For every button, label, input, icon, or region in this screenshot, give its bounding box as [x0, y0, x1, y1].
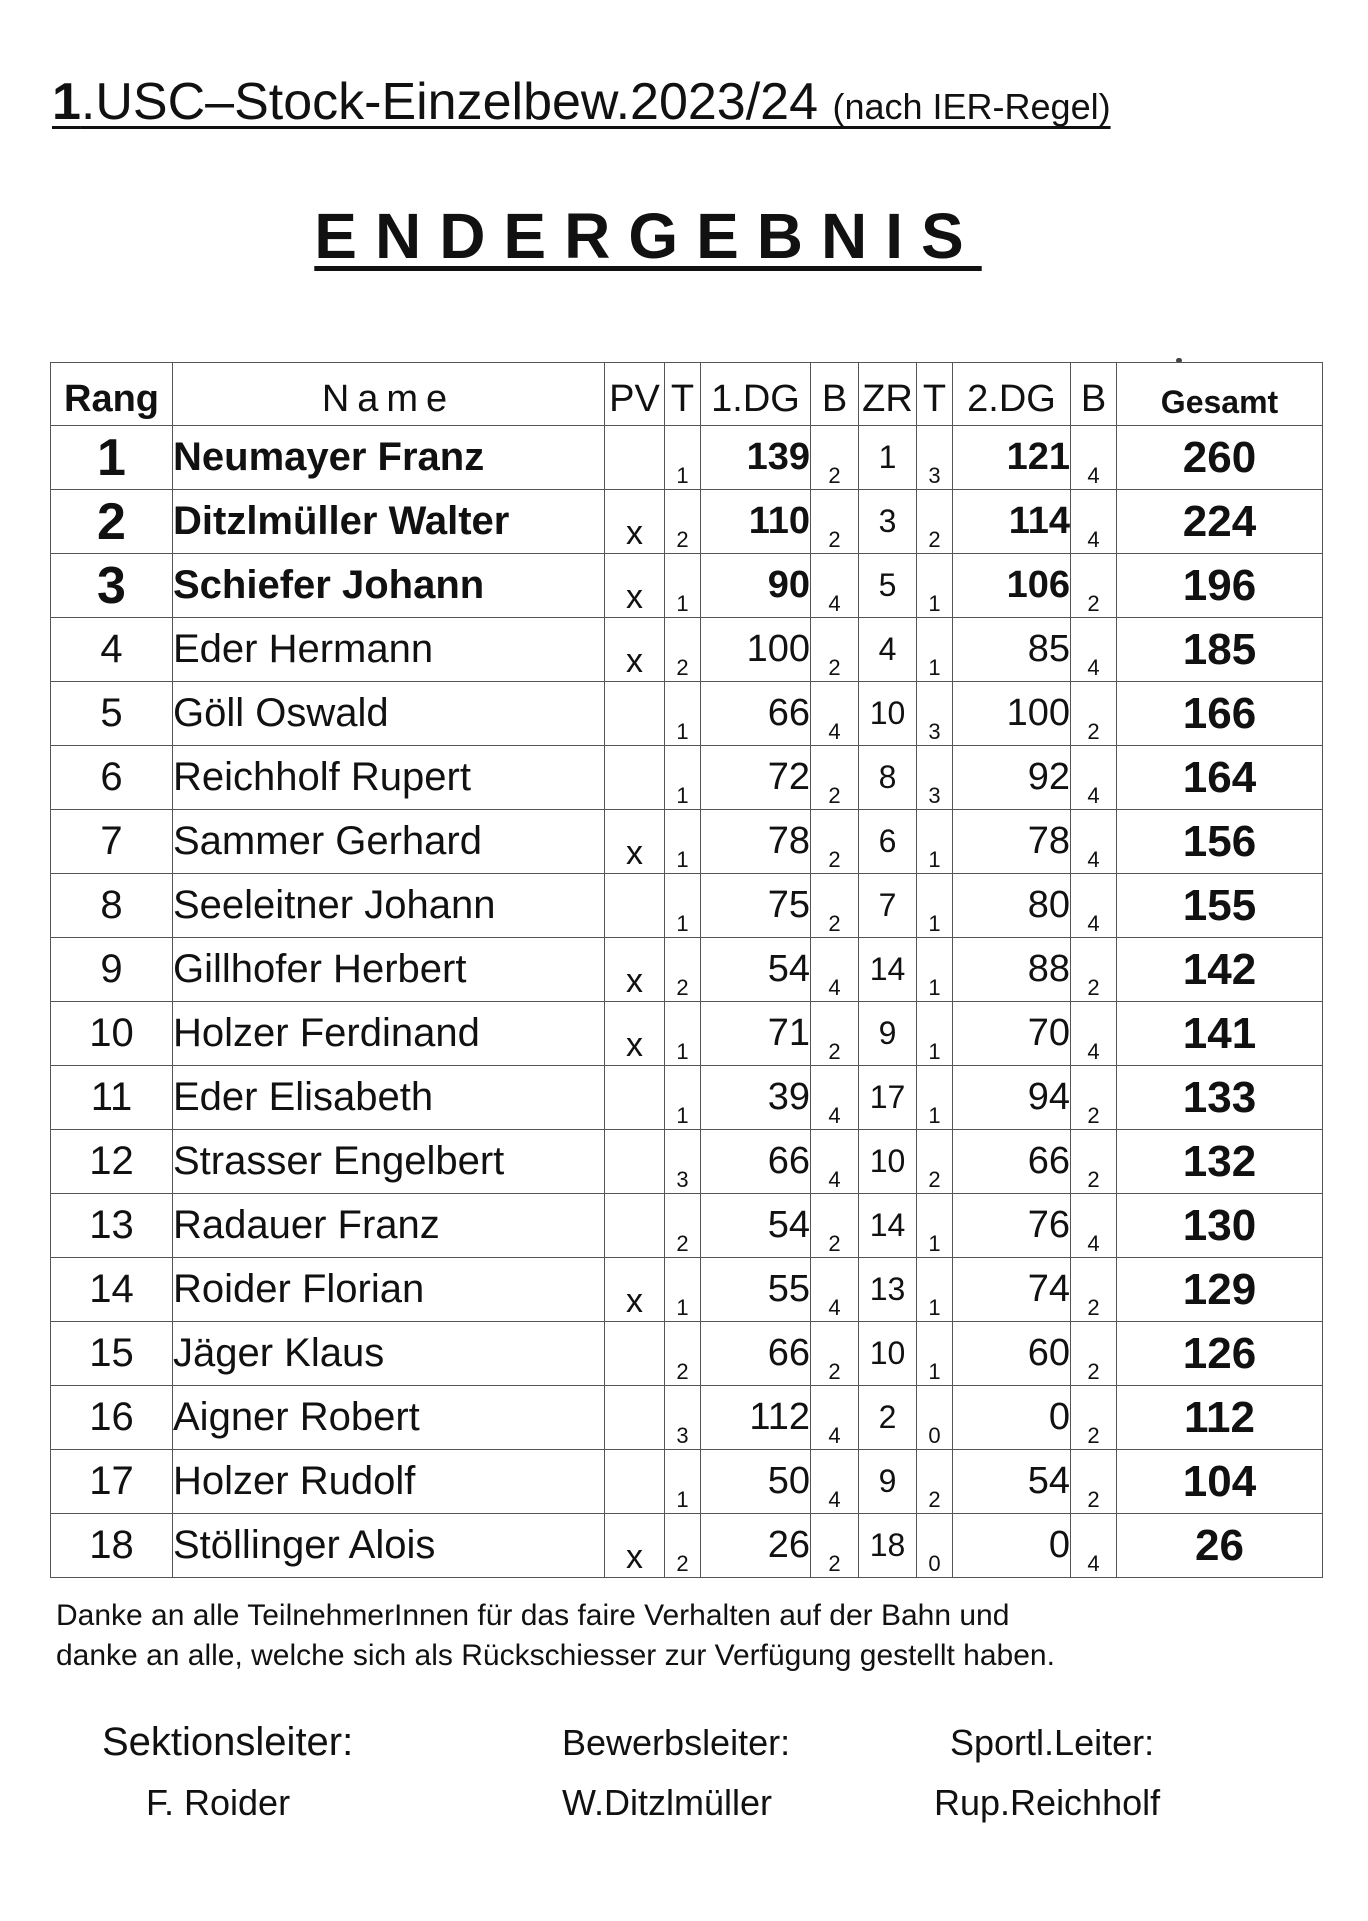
table-row: [51, 1322, 1323, 1386]
column-header-pv: PV: [605, 363, 665, 426]
column-header-zr: ZR: [859, 363, 917, 426]
dg1-cell: 78: [701, 810, 811, 874]
pv-cell: x: [605, 490, 665, 554]
t1-cell: 1: [665, 426, 701, 490]
pv-cell: [605, 1194, 665, 1258]
dg1-cell: 71: [701, 1002, 811, 1066]
b1-cell: 2: [811, 810, 859, 874]
gesamt-cell: 156: [1117, 810, 1323, 874]
b2-cell: 2: [1071, 1130, 1117, 1194]
dg1-cell: 55: [701, 1258, 811, 1322]
title-main: .USC–Stock-Einzelbew.2023/24: [80, 73, 819, 131]
table-row: [51, 1258, 1323, 1322]
name-cell: Holzer Ferdinand: [173, 1002, 605, 1066]
b1-cell: 4: [811, 938, 859, 1002]
document-title: [52, 72, 1302, 137]
gesamt-cell: 164: [1117, 746, 1323, 810]
pv-cell: x: [605, 810, 665, 874]
t2-cell: 1: [917, 1322, 953, 1386]
dg2-cell: 94: [953, 1066, 1071, 1130]
zr-cell: 14: [859, 1194, 917, 1258]
column-header-t2: T: [917, 363, 953, 426]
zr-cell: 9: [859, 1002, 917, 1066]
t1-cell: 3: [665, 1386, 701, 1450]
title-number: 1: [52, 73, 81, 131]
zr-cell: 14: [859, 938, 917, 1002]
table-row: [51, 1386, 1323, 1450]
table-body: [51, 426, 1323, 1578]
table-row: [51, 938, 1323, 1002]
gesamt-cell: 142: [1117, 938, 1323, 1002]
name-cell: Ditzlmüller Walter: [173, 490, 605, 554]
rank-cell: 17: [51, 1450, 173, 1514]
t1-cell: 1: [665, 1002, 701, 1066]
b1-cell: 2: [811, 746, 859, 810]
gesamt-cell: 166: [1117, 682, 1323, 746]
rank-cell: 4: [51, 618, 173, 682]
name-cell: Seeleitner Johann: [173, 874, 605, 938]
table-row: [51, 682, 1323, 746]
pv-cell: x: [605, 554, 665, 618]
rank-cell: 12: [51, 1130, 173, 1194]
t2-cell: 0: [917, 1514, 953, 1578]
table-row: [51, 426, 1323, 490]
b2-cell: 2: [1071, 1322, 1117, 1386]
b2-cell: 2: [1071, 1450, 1117, 1514]
column-header-rang: Rang: [51, 363, 173, 426]
result-heading-text: ENDERGEBNIS: [314, 200, 982, 272]
zr-cell: 8: [859, 746, 917, 810]
column-header-name: Name: [173, 363, 605, 426]
t2-cell: 1: [917, 810, 953, 874]
name-cell: Strasser Engelbert: [173, 1130, 605, 1194]
pv-cell: [605, 1130, 665, 1194]
dg2-cell: 66: [953, 1130, 1071, 1194]
dg1-cell: 66: [701, 1130, 811, 1194]
dg1-cell: 112: [701, 1386, 811, 1450]
gesamt-cell: 141: [1117, 1002, 1323, 1066]
name-cell: Schiefer Johann: [173, 554, 605, 618]
b1-cell: 2: [811, 1322, 859, 1386]
dg2-cell: 0: [953, 1514, 1071, 1578]
zr-cell: 4: [859, 618, 917, 682]
signature-name-bewerbsleiter: W.Ditzlmüller: [562, 1782, 773, 1823]
name-cell: Radauer Franz: [173, 1194, 605, 1258]
t1-cell: 1: [665, 810, 701, 874]
rank-cell: 10: [51, 1002, 173, 1066]
rank-cell: 7: [51, 810, 173, 874]
table-row: [51, 1002, 1323, 1066]
table-row: [51, 1130, 1323, 1194]
b1-cell: 2: [811, 618, 859, 682]
b1-cell: 4: [811, 1130, 859, 1194]
signature-name-sektionsleiter: F. Roider: [146, 1782, 291, 1823]
gesamt-cell: 129: [1117, 1258, 1323, 1322]
zr-cell: 17: [859, 1066, 917, 1130]
rank-cell: 3: [51, 554, 173, 618]
dg2-cell: 106: [953, 554, 1071, 618]
dg2-cell: 92: [953, 746, 1071, 810]
gesamt-cell: 26: [1117, 1514, 1323, 1578]
dg2-cell: 85: [953, 618, 1071, 682]
b2-cell: 2: [1071, 1258, 1117, 1322]
b1-cell: 2: [811, 1002, 859, 1066]
rank-cell: 6: [51, 746, 173, 810]
pv-cell: [605, 1066, 665, 1130]
rank-cell: 15: [51, 1322, 173, 1386]
dg1-cell: 66: [701, 682, 811, 746]
t1-cell: 1: [665, 1066, 701, 1130]
pv-cell: [605, 682, 665, 746]
name-cell: Holzer Rudolf: [173, 1450, 605, 1514]
name-cell: Eder Hermann: [173, 618, 605, 682]
dg1-cell: 50: [701, 1450, 811, 1514]
column-header-b2: B: [1071, 363, 1117, 426]
pv-cell: x: [605, 1258, 665, 1322]
signature-label-sportl-leiter: Sportl.Leiter:: [950, 1722, 1155, 1763]
rank-cell: 2: [51, 490, 173, 554]
thanks-line-1: Danke an alle TeilnehmerInnen für das faire Verhalten auf der Bahn und: [56, 1599, 1010, 1632]
rank-cell: 9: [51, 938, 173, 1002]
b2-cell: 4: [1071, 490, 1117, 554]
name-cell: Roider Florian: [173, 1258, 605, 1322]
dg1-cell: 110: [701, 490, 811, 554]
dg2-cell: 60: [953, 1322, 1071, 1386]
t2-cell: 3: [917, 426, 953, 490]
t1-cell: 2: [665, 1514, 701, 1578]
dg2-cell: 70: [953, 1002, 1071, 1066]
t2-cell: 1: [917, 874, 953, 938]
gesamt-cell: 224: [1117, 490, 1323, 554]
dg1-cell: 39: [701, 1066, 811, 1130]
b2-cell: 4: [1071, 746, 1117, 810]
name-cell: Eder Elisabeth: [173, 1066, 605, 1130]
t1-cell: 2: [665, 938, 701, 1002]
gesamt-cell: 126: [1117, 1322, 1323, 1386]
zr-cell: 7: [859, 874, 917, 938]
rank-cell: 18: [51, 1514, 173, 1578]
b1-cell: 2: [811, 426, 859, 490]
name-cell: Sammer Gerhard: [173, 810, 605, 874]
name-cell: Stöllinger Alois: [173, 1514, 605, 1578]
dg2-cell: 74: [953, 1258, 1071, 1322]
column-header-t1: T: [665, 363, 701, 426]
zr-cell: 5: [859, 554, 917, 618]
t2-cell: 1: [917, 1002, 953, 1066]
name-cell: Aigner Robert: [173, 1386, 605, 1450]
table-row: [51, 1066, 1323, 1130]
gesamt-cell: 185: [1117, 618, 1323, 682]
signature-label-bewerbsleiter: Bewerbsleiter:: [562, 1722, 791, 1763]
b1-cell: 2: [811, 490, 859, 554]
t2-cell: 3: [917, 746, 953, 810]
dg2-cell: 0: [953, 1386, 1071, 1450]
pv-cell: [605, 1450, 665, 1514]
dg1-cell: 139: [701, 426, 811, 490]
gesamt-cell: 155: [1117, 874, 1323, 938]
pv-cell: x: [605, 1002, 665, 1066]
zr-cell: 10: [859, 682, 917, 746]
t2-cell: 3: [917, 682, 953, 746]
t2-cell: 1: [917, 1066, 953, 1130]
b2-cell: 2: [1071, 1066, 1117, 1130]
b2-cell: 2: [1071, 682, 1117, 746]
t1-cell: 1: [665, 554, 701, 618]
column-header-b1: B: [811, 363, 859, 426]
dg2-cell: 78: [953, 810, 1071, 874]
rank-cell: 11: [51, 1066, 173, 1130]
dg2-cell: 114: [953, 490, 1071, 554]
dg2-cell: 76: [953, 1194, 1071, 1258]
gesamt-cell: 133: [1117, 1066, 1323, 1130]
dg2-cell: 80: [953, 874, 1071, 938]
dg1-cell: 66: [701, 1322, 811, 1386]
rank-cell: 5: [51, 682, 173, 746]
t2-cell: 2: [917, 1130, 953, 1194]
signature-name-sportl-leiter: Rup.Reichholf: [934, 1782, 1161, 1823]
zr-cell: 3: [859, 490, 917, 554]
t1-cell: 1: [665, 1450, 701, 1514]
b1-cell: 2: [811, 1514, 859, 1578]
t2-cell: 1: [917, 618, 953, 682]
result-heading: [0, 200, 1296, 272]
table-row: [51, 1450, 1323, 1514]
b2-cell: 2: [1071, 938, 1117, 1002]
t1-cell: 2: [665, 1322, 701, 1386]
dg2-cell: 121: [953, 426, 1071, 490]
dg1-cell: 75: [701, 874, 811, 938]
zr-cell: 9: [859, 1450, 917, 1514]
dg2-cell: 100: [953, 682, 1071, 746]
zr-cell: 10: [859, 1130, 917, 1194]
name-cell: Reichholf Rupert: [173, 746, 605, 810]
name-cell: Neumayer Franz: [173, 426, 605, 490]
zr-cell: 10: [859, 1322, 917, 1386]
rank-cell: 14: [51, 1258, 173, 1322]
pv-cell: [605, 426, 665, 490]
t2-cell: 2: [917, 1450, 953, 1514]
name-cell: Jäger Klaus: [173, 1322, 605, 1386]
pv-cell: [605, 1386, 665, 1450]
b1-cell: 4: [811, 682, 859, 746]
b2-cell: 4: [1071, 1002, 1117, 1066]
dg1-cell: 26: [701, 1514, 811, 1578]
b1-cell: 2: [811, 874, 859, 938]
signature-label-sektionsleiter: Sektionsleiter:: [102, 1720, 354, 1764]
rank-cell: 1: [51, 426, 173, 490]
gesamt-cell: 130: [1117, 1194, 1323, 1258]
b1-cell: 4: [811, 1066, 859, 1130]
t2-cell: 1: [917, 554, 953, 618]
table-row: [51, 1514, 1323, 1578]
pv-cell: x: [605, 1514, 665, 1578]
t1-cell: 2: [665, 490, 701, 554]
rank-cell: 13: [51, 1194, 173, 1258]
b1-cell: 4: [811, 1386, 859, 1450]
table-row: [51, 490, 1323, 554]
pv-cell: x: [605, 618, 665, 682]
b2-cell: 4: [1071, 618, 1117, 682]
t2-cell: 2: [917, 490, 953, 554]
b1-cell: 4: [811, 1258, 859, 1322]
t1-cell: 3: [665, 1130, 701, 1194]
dg1-cell: 72: [701, 746, 811, 810]
column-header-dg1: 1.DG: [701, 363, 811, 426]
b2-cell: 4: [1071, 426, 1117, 490]
t1-cell: 1: [665, 682, 701, 746]
column-header-dg2: 2.DG: [953, 363, 1071, 426]
name-cell: Gillhofer Herbert: [173, 938, 605, 1002]
gesamt-cell: 196: [1117, 554, 1323, 618]
zr-cell: 13: [859, 1258, 917, 1322]
gesamt-cell: 112: [1117, 1386, 1323, 1450]
t2-cell: 1: [917, 1194, 953, 1258]
table-row: [51, 874, 1323, 938]
t1-cell: 1: [665, 746, 701, 810]
t2-cell: 1: [917, 938, 953, 1002]
table-row: [51, 810, 1323, 874]
dg2-cell: 54: [953, 1450, 1071, 1514]
b2-cell: 4: [1071, 874, 1117, 938]
b1-cell: 2: [811, 1194, 859, 1258]
gesamt-cell: 260: [1117, 426, 1323, 490]
title-subtitle: (nach IER-Regel): [832, 86, 1111, 127]
results-table: [50, 362, 1323, 1578]
column-header-gesamt: Gesamt: [1117, 363, 1323, 426]
t1-cell: 1: [665, 1258, 701, 1322]
table-row: [51, 1194, 1323, 1258]
gesamt-cell: 104: [1117, 1450, 1323, 1514]
zr-cell: 1: [859, 426, 917, 490]
gesamt-cell: 132: [1117, 1130, 1323, 1194]
rank-cell: 16: [51, 1386, 173, 1450]
pv-cell: [605, 746, 665, 810]
b1-cell: 4: [811, 1450, 859, 1514]
b2-cell: 4: [1071, 1194, 1117, 1258]
dg1-cell: 100: [701, 618, 811, 682]
zr-cell: 18: [859, 1514, 917, 1578]
zr-cell: 2: [859, 1386, 917, 1450]
name-cell: Göll Oswald: [173, 682, 605, 746]
dg1-cell: 54: [701, 938, 811, 1002]
dg1-cell: 90: [701, 554, 811, 618]
zr-cell: 6: [859, 810, 917, 874]
table-header-row: [51, 363, 1323, 426]
b2-cell: 2: [1071, 1386, 1117, 1450]
t2-cell: 1: [917, 1258, 953, 1322]
pv-cell: x: [605, 938, 665, 1002]
t1-cell: 2: [665, 618, 701, 682]
pv-cell: [605, 874, 665, 938]
pv-cell: [605, 1322, 665, 1386]
b1-cell: 4: [811, 554, 859, 618]
b2-cell: 4: [1071, 810, 1117, 874]
thanks-line-2: danke an alle, welche sich als Rückschiesser zur Verfügung gestellt haben.: [56, 1639, 1055, 1672]
table-row: [51, 554, 1323, 618]
table-row: [51, 618, 1323, 682]
thanks-note: [56, 1596, 1055, 1676]
dg1-cell: 54: [701, 1194, 811, 1258]
b2-cell: 2: [1071, 554, 1117, 618]
t1-cell: 2: [665, 1194, 701, 1258]
t2-cell: 0: [917, 1386, 953, 1450]
b2-cell: 4: [1071, 1514, 1117, 1578]
table-row: [51, 746, 1323, 810]
rank-cell: 8: [51, 874, 173, 938]
t1-cell: 1: [665, 874, 701, 938]
dg2-cell: 88: [953, 938, 1071, 1002]
